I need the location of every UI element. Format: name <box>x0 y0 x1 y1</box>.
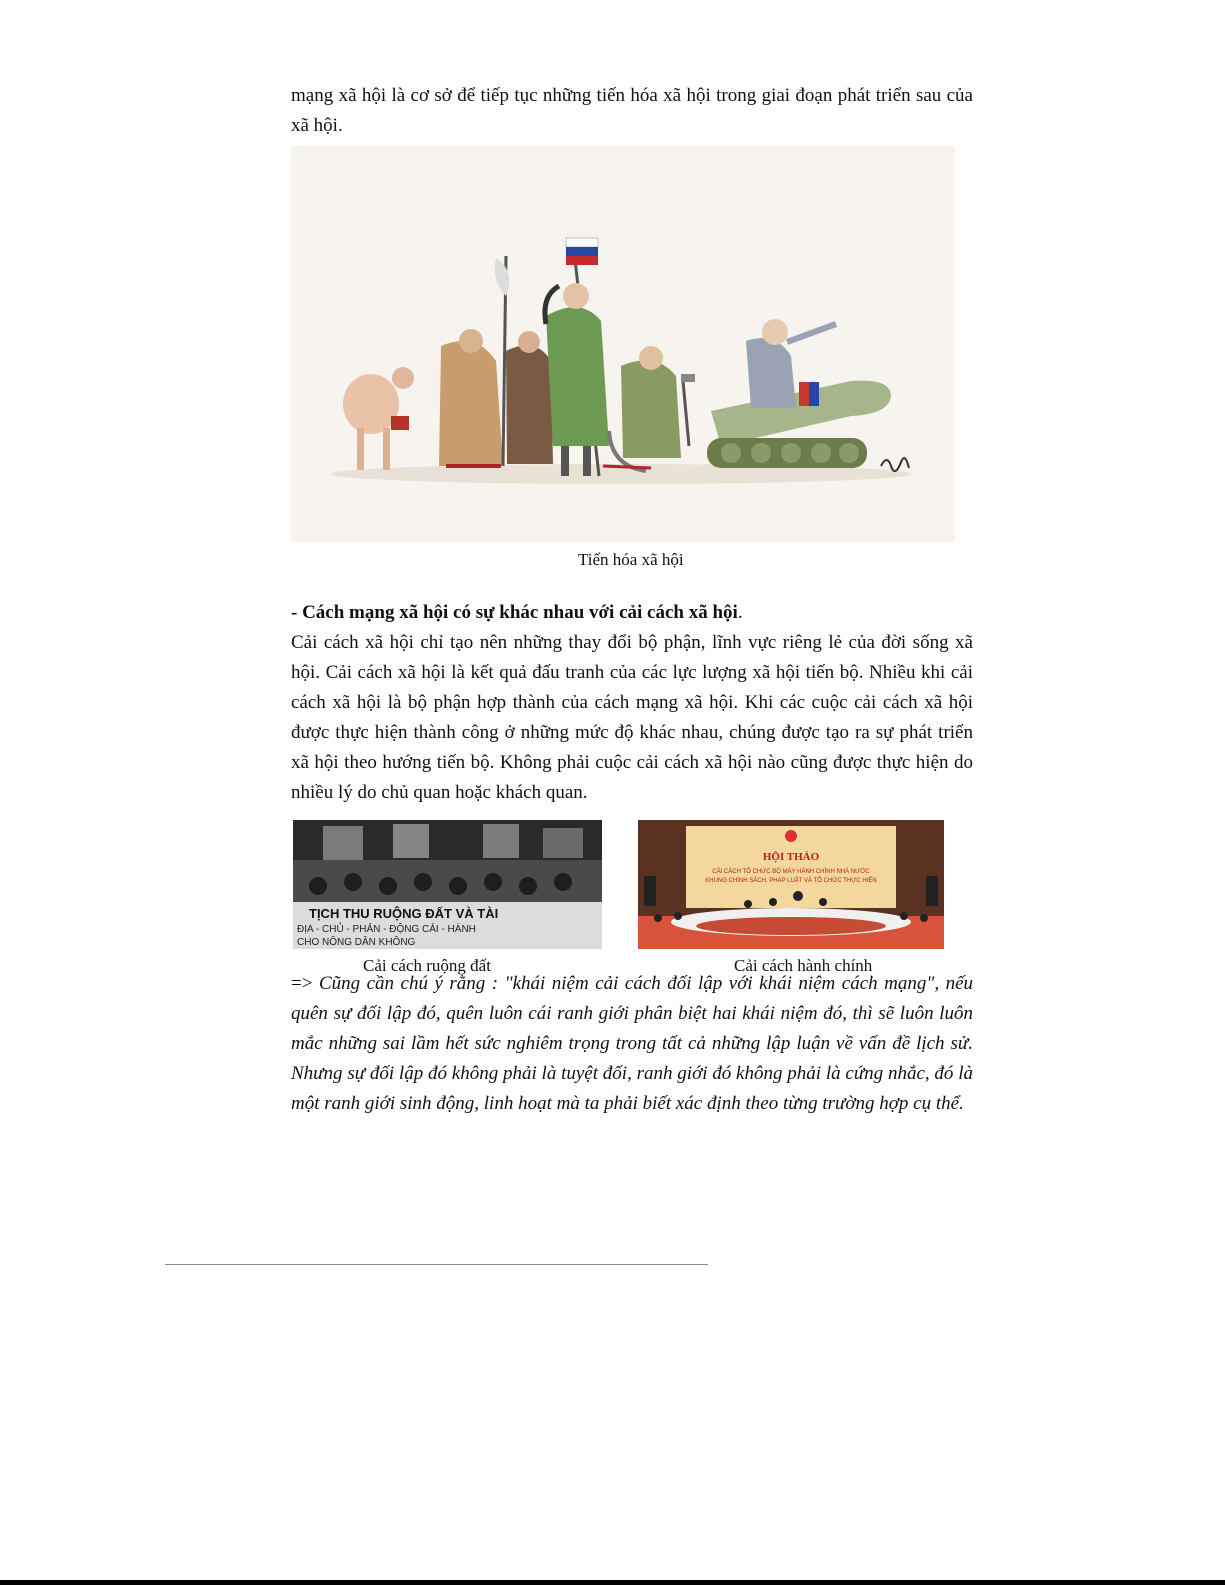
note-text-wrapper <box>291 969 973 1119</box>
land-reform-image <box>293 820 602 949</box>
section-body: Cải cách xã hội chỉ tạo nên những thay đổi bộ phận, lĩnh vực riêng lẻ của đời sống xã hội. Cải cách xã hội là kết quả đấu tranh của các lực lượng xã hội tiến bộ. Nhiều khi cải cách xã hội là bộ phận hợp thành của cách mạng xã hội. Khi các cuộc cải cách xã hội được thực hiện thành công ở những mức độ khác nhau, chúng được tạo ra sự phát triển xã hội theo hướng tiến bộ. Không phải cuộc cải cách xã hội nào cũng được thực hiện do nhiều lý do chủ quan hoặc khách quan. <box>291 632 973 803</box>
admin-reform-caption: Cải cách hành chính <box>734 956 873 975</box>
intro-text: mạng xã hội là cơ sở để tiếp tục những tiến hóa xã hội trong giai đoạn phát triển sau của xã hội. <box>291 85 973 136</box>
page-bottom-border <box>0 1580 1225 1585</box>
cartoon-illustration <box>291 146 955 542</box>
board-line-1: CẢI CÁCH TỔ CHỨC BỘ MÁY HÀNH CHÍNH NHÀ NƯỚC <box>712 869 870 875</box>
cartoon-caption: Tiến hóa xã hội <box>578 550 684 569</box>
section-heading-period: . <box>737 602 743 623</box>
footer-divider <box>165 1264 708 1265</box>
social-evolution-cartoon <box>291 146 955 542</box>
section-heading-text: - Cách mạng xã hội có sự khác nhau với cải cách xã hội <box>291 602 738 623</box>
board-title: HỘI THẢO <box>762 851 820 863</box>
intro-paragraph <box>291 81 973 141</box>
land-reform-caption: Cải cách ruộng đất <box>363 956 491 975</box>
note-paragraph <box>291 969 973 1119</box>
land-reform-photo <box>293 820 602 949</box>
banner-line-1: TỊCH THU RUỘNG ĐẤT VÀ TÀI <box>309 906 499 921</box>
banner-line-3: CHO NÔNG DÂN KHÔNG <box>297 937 416 948</box>
banner-line-2: ĐỊA - CHỦ - PHẢN - ĐỘNG CẢI - HÀNH <box>297 924 476 935</box>
note-text: Cũng cần chú ý rằng : "khái niệm cải cách đối lập với khái niệm cách mạng", nếu quên sự đối lập đó, quên luôn cái ranh giới phân biệt hai khái niệm đó, thì sẽ luôn luôn mắc những sai lầm hết sức nghiêm trọng trong tất cả những lập luận về vấn đề lịch sử. Nhưng sự đối lập đó không phải là tuyệt đối, ranh giới đó không phải là cứng nhắc, đó là một ranh giới sinh động, linh hoạt mà ta phải biết xác định theo từng trường hợp cụ thể. <box>291 973 974 1114</box>
section-heading <box>291 598 973 628</box>
note-arrow: => <box>291 973 319 994</box>
admin-reform-image <box>638 820 944 949</box>
reform-section <box>291 598 973 808</box>
admin-reform-photo <box>638 820 944 949</box>
board-line-2: KHUNG CHÍNH SÁCH, PHÁP LUẬT VÀ TỔ CHỨC THỰC HIỆN <box>705 878 877 884</box>
